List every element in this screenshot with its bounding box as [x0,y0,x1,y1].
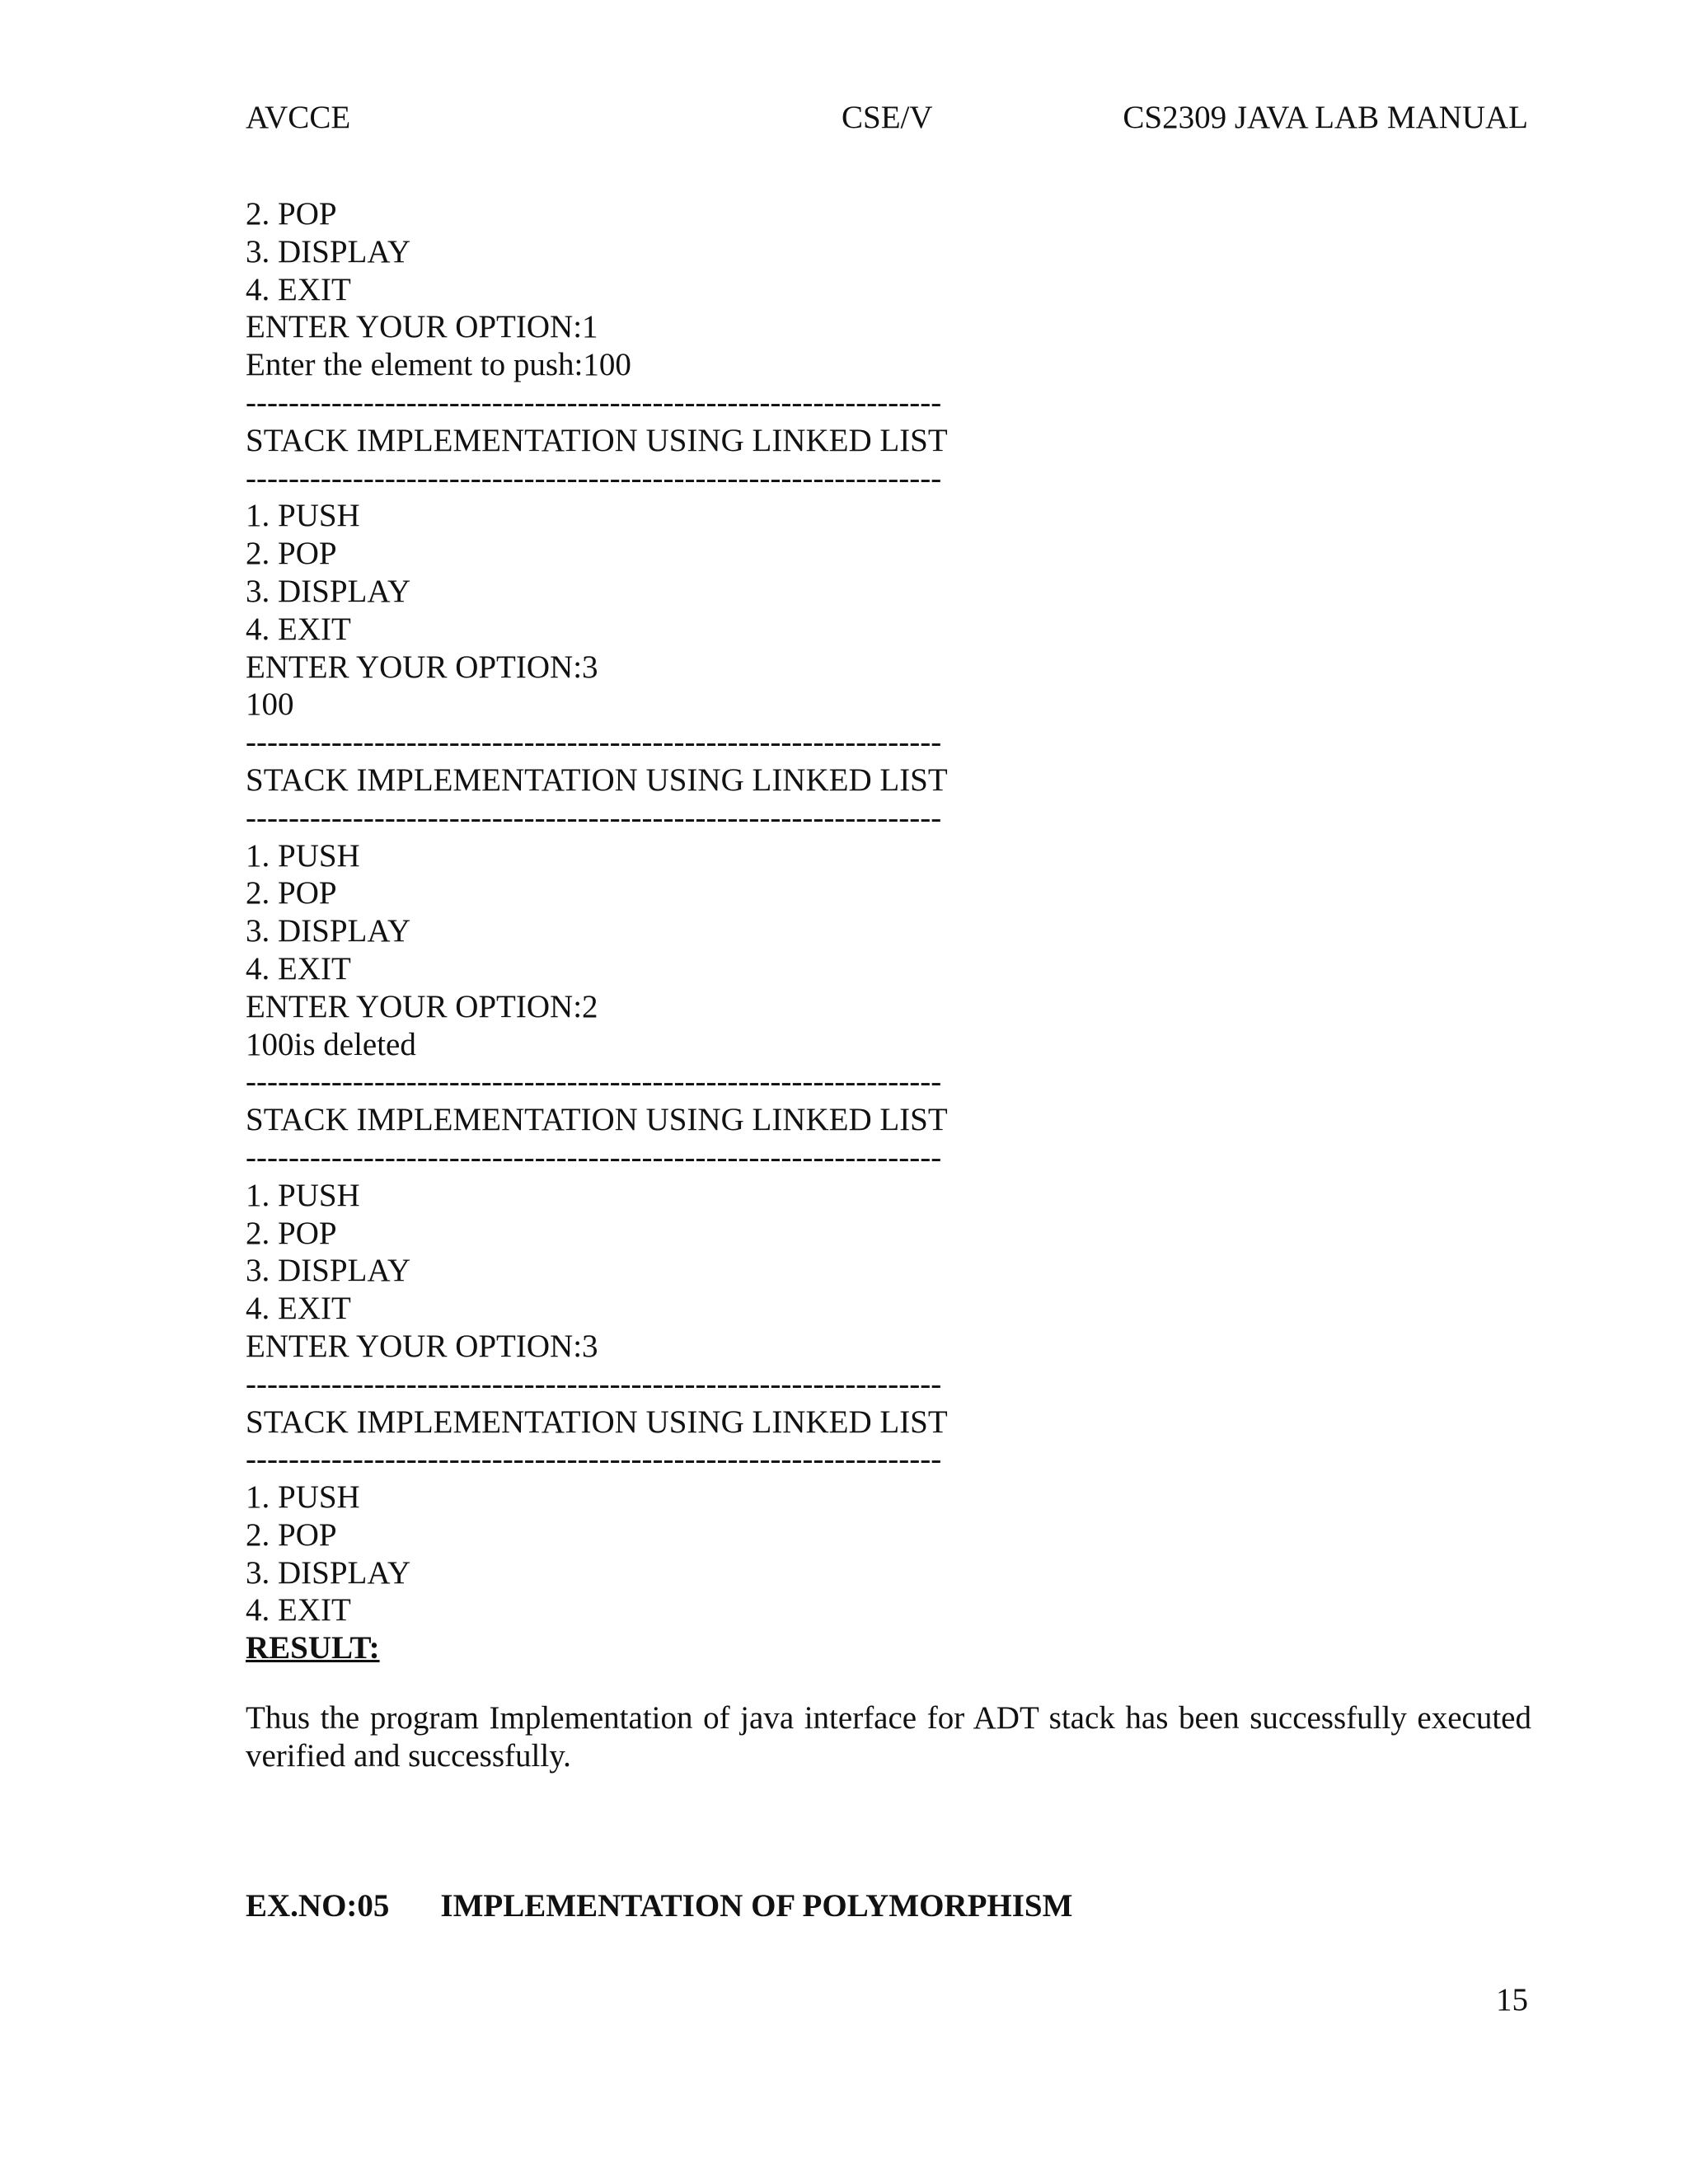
exercise-title: IMPLEMENTATION OF POLYMORPHISM [440,1888,1073,1924]
output-line: 1. PUSH [246,498,360,534]
output-line: 4. EXIT [246,271,351,307]
output-line: 2. POP [246,536,337,572]
header-institution: AVCCE [246,100,351,135]
separator-line: ----------------------------------------------------------------- [246,1139,942,1175]
output-line: 1. PUSH [246,1177,360,1213]
program-output [246,195,1531,1667]
output-line: 2. POP [246,875,337,912]
output-line: 1. PUSH [246,837,360,874]
separator-line: ----------------------------------------------------------------- [246,460,942,496]
exercise-number: EX.NO:05 [246,1888,390,1924]
separator-line: ----------------------------------------------------------------- [246,1441,942,1478]
output-line: 4. EXIT [246,1291,351,1327]
separator-line: ----------------------------------------------------------------- [246,384,942,420]
output-line: ENTER YOUR OPTION:3 [246,649,598,685]
menu-title: STACK IMPLEMENTATION USING LINKED LIST [246,1404,948,1440]
output-line: 3. DISPLAY [246,1554,411,1591]
separator-line: ----------------------------------------------------------------- [246,1366,942,1402]
output-line: ENTER YOUR OPTION:2 [246,988,598,1024]
separator-line: ----------------------------------------------------------------- [246,799,942,836]
output-line: 4. EXIT [246,1592,351,1629]
result-paragraph: Thus the program Implementation of java interface for ADT stack has been successfully executed verified and successfully. [246,1700,1531,1774]
header-manual-title: CS2309 JAVA LAB MANUAL [1123,100,1528,135]
output-line: Enter the element to push:100 [246,347,631,383]
menu-title: STACK IMPLEMENTATION USING LINKED LIST [246,422,948,458]
header-department: CSE/V [842,100,933,135]
output-line: 100 [246,687,294,723]
page-number: 15 [1496,1982,1528,2018]
output-line: 2. POP [246,1215,337,1251]
output-line: 3. DISPLAY [246,233,411,269]
separator-line: ----------------------------------------------------------------- [246,724,942,761]
menu-title: STACK IMPLEMENTATION USING LINKED LIST [246,1102,948,1138]
separator-line: ----------------------------------------------------------------- [246,1064,942,1100]
output-line: 3. DISPLAY [246,913,411,949]
page-header [0,97,1688,138]
output-line: 1. PUSH [246,1479,360,1516]
output-line: 4. EXIT [246,950,351,987]
output-line: ENTER YOUR OPTION:1 [246,309,598,345]
output-line: ENTER YOUR OPTION:3 [246,1328,598,1364]
output-line: 100is deleted [246,1026,416,1062]
output-line: 2. POP [246,1516,337,1553]
output-line: 4. EXIT [246,611,351,647]
output-line: 2. POP [246,196,337,232]
output-line: 3. DISPLAY [246,1253,411,1289]
output-line: 3. DISPLAY [246,573,411,609]
result-heading: RESULT: [246,1630,380,1666]
exercise-heading [246,1886,1072,1927]
menu-title: STACK IMPLEMENTATION USING LINKED LIST [246,762,948,798]
